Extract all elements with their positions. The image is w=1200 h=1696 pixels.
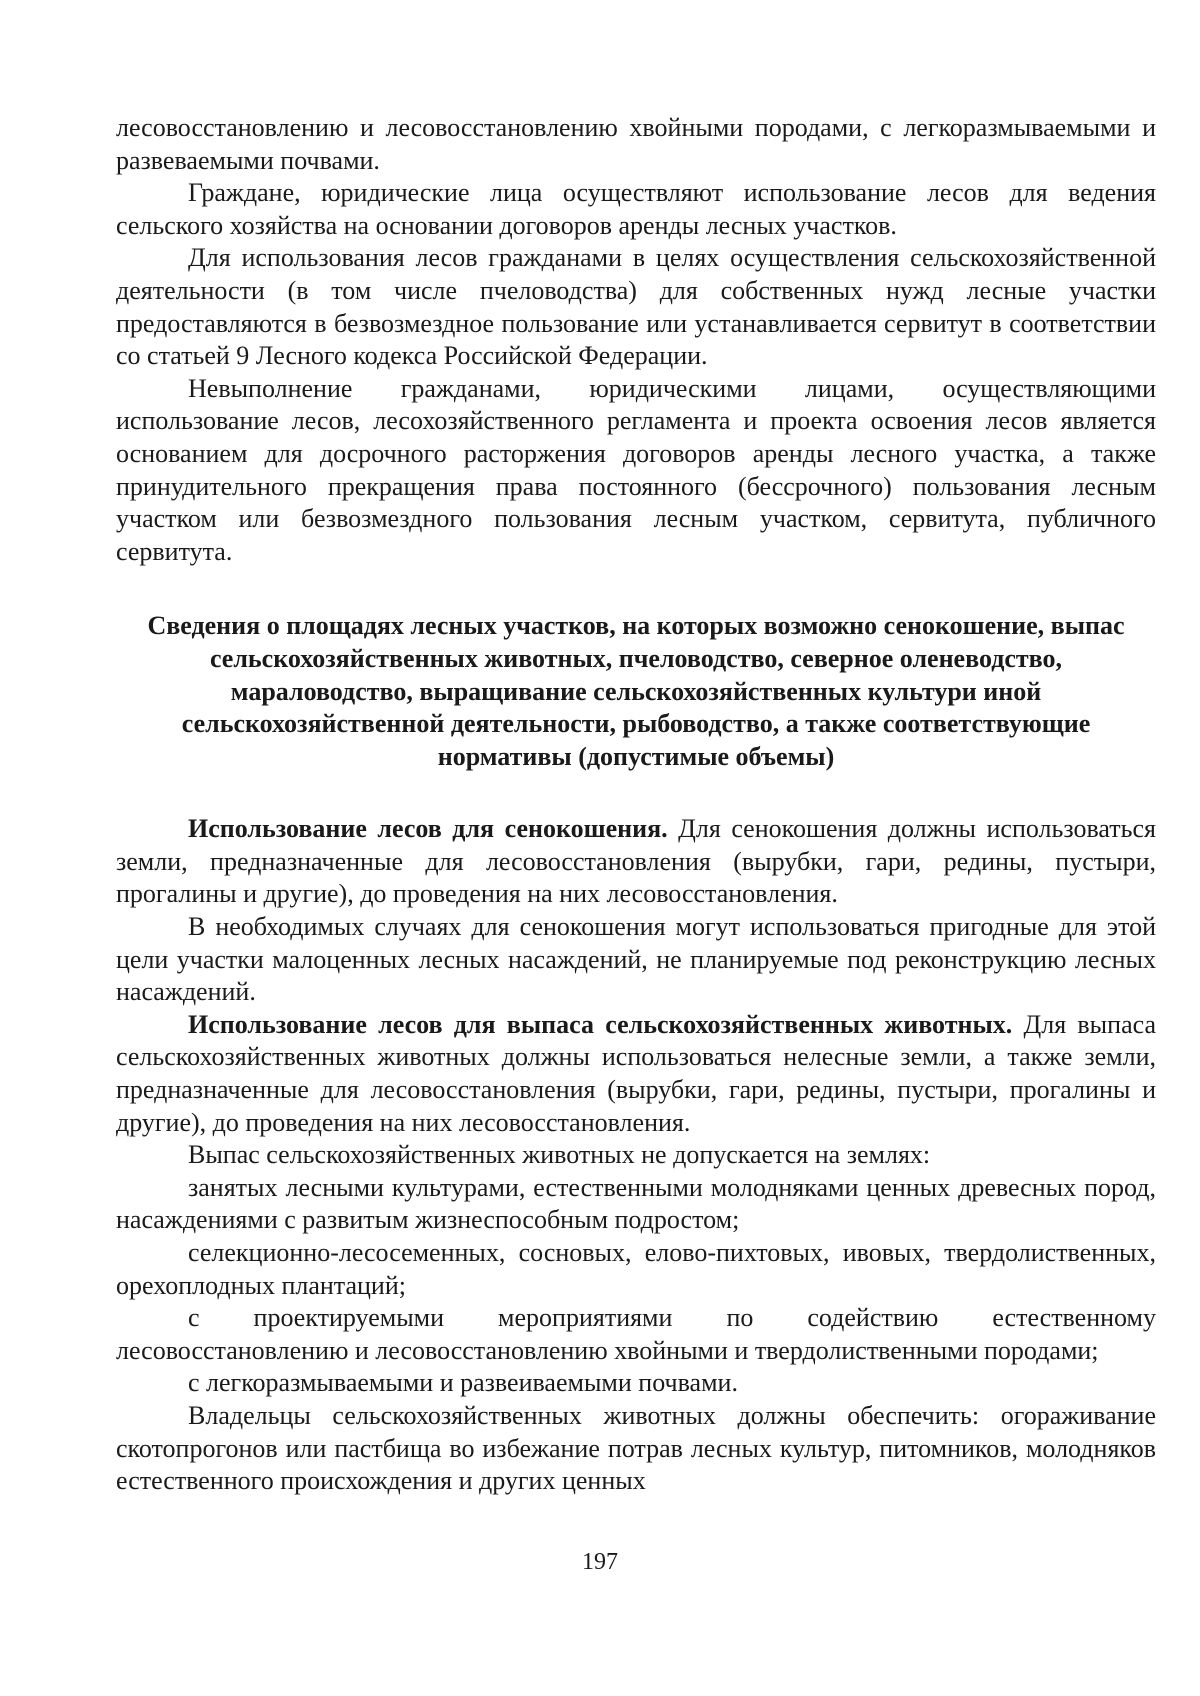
hay-title: Использование лесов для сенокошения. <box>188 814 668 844</box>
list-item: с проектируемыми мероприятиями по содействию естественному лесовосстановлению и лесовосстановлению хвойными и твердолиственными породами; <box>116 1303 1156 1365</box>
paragraph: Владельцы сельскохозяйственных животных должны обеспечить: огораживание скотопрогонов или пастбища во избежание потрав лесных культур, питомников, молодняков естественного происхождения и других ценных <box>116 1400 1156 1496</box>
section-heading: Сведения о площадях лесных участков, на которых возможно сенокошение, выпас сельскохозяйственных животных, пчеловодство, северное оленеводство, мараловодство, выращивание сельскохозяйственных культури иной сельскохозяйственной деятельности, рыбоводство, а также соответствующие нормативы (допустимые объемы) <box>147 611 1125 771</box>
list-item: занятых лесными культурами, естественными молодняками ценных древесных пород, насаждениями с развитым жизнеспособным подростом; <box>116 1172 1156 1235</box>
grazing-title: Использование лесов для выпаса сельскохозяйственных животных. <box>188 1009 1013 1039</box>
paragraph: Невыполнение гражданами, юридическими лицами, осуществляющими использование лесов, лесохозяйственного регламента и проекта освоения лесов является основанием для досрочного расторжения договоров аренды лесного участка, а также принудительного прекращения права постоянного (бессрочного) пользования лесным участком или безвозмездного пользования лесным участком, сервитута, публичного сервитута. <box>116 373 1156 566</box>
page-number: 197 <box>582 1549 618 1575</box>
paragraph-hay <box>116 813 1156 911</box>
list-item: Выпас сельскохозяйственных животных не допускается на землях: <box>188 1140 931 1170</box>
list-item: селекционно-лесосеменных, сосновых, елово-пихтовых, ивовых, твердолиственных, орехоплодных плантаций; <box>116 1238 1156 1300</box>
paragraph: Граждане, юридические лица осуществляют использование лесов для ведения сельского хозяйства на основании договоров аренды лесных участков. <box>116 178 1156 240</box>
paragraph-grazing <box>116 1009 1156 1139</box>
paragraph: Для использования лесов гражданами в целях осуществления сельскохозяйственной деятельности (в том числе пчеловодства) для собственных нужд лесные участки предоставляются в безвозмездное пользование или устанавливается сервитут в соответствии со статьей 9 Лесного кодекса Российской Федерации. <box>116 243 1156 371</box>
list-item: с легкоразмываемыми и развеиваемыми почвами. <box>188 1368 738 1398</box>
grazing-text: Для выпаса сельскохозяйственных животных должны использоваться нелесные земли, а также земли, предназначенные для лесовосстановления (вырубки, гари, редины, пустыри, прогалины и другие), до проведения на них лесовосстановления. <box>116 1009 1157 1137</box>
body-text <box>116 112 1156 1498</box>
paragraph: лесовосстановлению и лесовосстановлению хвойными породами, с легкоразмываемыми и развеваемыми почвами. <box>116 113 1156 175</box>
paragraph: В необходимых случаях для сенокошения могут использоваться пригодные для этой цели участки малоценных лесных насаждений, не планируемые под реконструкцию лесных насаждений. <box>116 912 1156 1007</box>
hay-text: Для сенокошения должны использоваться земли, предназначенные для лесовосстановления (вырубки, гари, редины, пустыри, прогалины и другие), до проведения на них лесовосстановления. <box>116 814 1156 909</box>
